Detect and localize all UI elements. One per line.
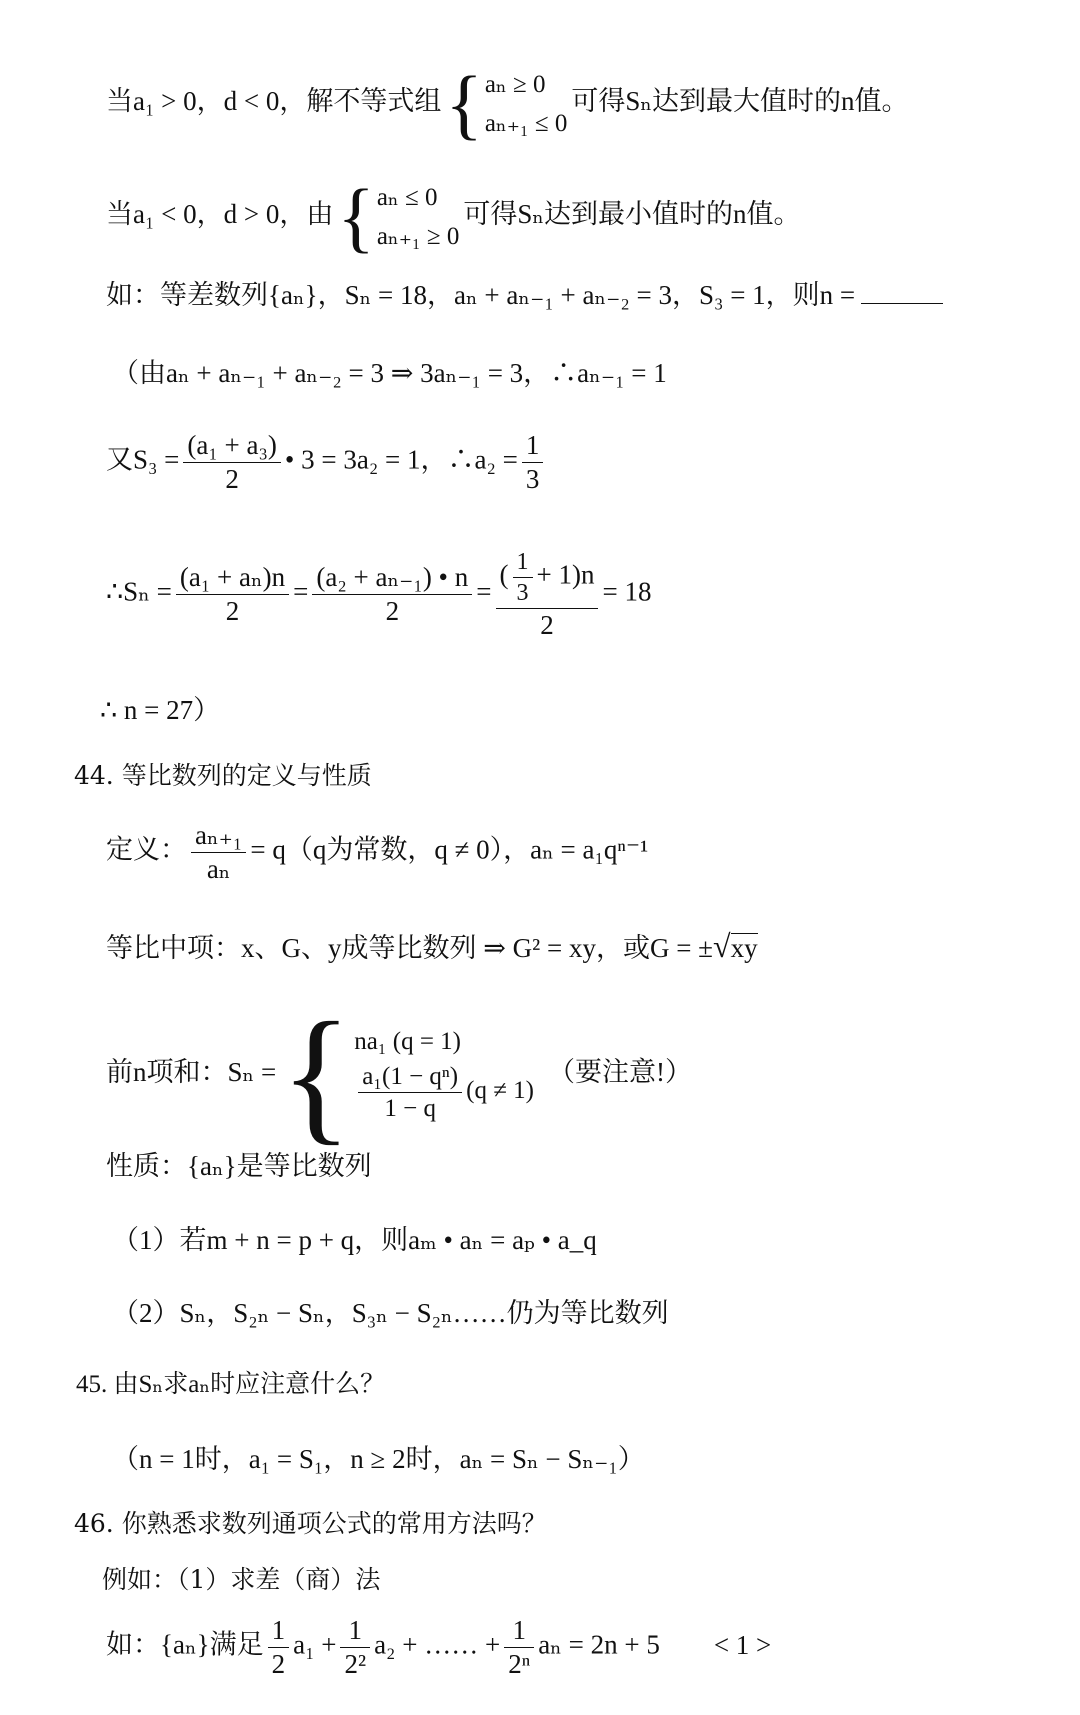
def-num: aₙ₊₁ <box>191 822 246 853</box>
def-label: 定义： <box>106 834 187 865</box>
ex-frac-2 <box>340 1617 370 1678</box>
def-den: aₙ <box>206 854 231 884</box>
example-title: 例如：（1）求差（商）法 <box>102 1565 381 1594</box>
property-1: （1）若m + n = p + q，则aₘ • aₙ = aₚ • a_q <box>112 1225 597 1255</box>
solution-step-3 <box>106 550 651 639</box>
sn-f1-num: (a₁ + aₙ)n <box>176 564 289 595</box>
def-fraction <box>191 822 246 883</box>
inequality-system-1: { aₙ ≥ 0 aₙ₊₁ ≤ 0 <box>445 60 568 147</box>
sys2-row2: aₙ₊₁ ≥ 0 <box>376 223 460 250</box>
def-text: = q（q为常数，q ≠ 0），aₙ = a₁qⁿ⁻¹ <box>250 834 649 865</box>
sum-cases: { na₁ (q = 1) $\frac{\text{a₁(1 − qⁿ)}}{1 - q}$ (q ≠ 1) <box>280 992 534 1158</box>
sum-case-2-frac <box>358 1064 462 1121</box>
geometric-definition <box>106 822 648 883</box>
ex-f1-den: 2 <box>271 1649 286 1679</box>
sn-f2-num: (a₂ + aₙ₋₁) • n <box>312 564 472 595</box>
line-min-condition <box>106 173 801 260</box>
ex-f2-num: 1 <box>340 1617 370 1648</box>
sum-case-1: na₁ (q = 1) <box>354 1028 461 1055</box>
cond-text-2: 当a₁ < 0，d > 0，由 <box>106 199 334 230</box>
sn-f3-inner-num: 1 <box>513 550 533 578</box>
sn-f2-den: 2 <box>385 596 400 626</box>
heading-45: 45. 由Sₙ求aₙ时应注意什么？ <box>76 1371 386 1398</box>
a2-fraction-num: 1 <box>522 432 544 463</box>
ex-f3-num: 1 <box>504 1617 534 1648</box>
equation-tag: < 1 > <box>713 1629 772 1660</box>
sn-f3-den: 2 <box>540 610 554 640</box>
example-problem-text: 如：等差数列{aₙ}，Sₙ = 18，aₙ + aₙ₋₁ + aₙ₋₂ = 3，S₃ = 1，则n = <box>106 280 856 310</box>
cond-result-2: 可得Sₙ达到最小值时的n值。 <box>463 199 801 230</box>
sn-f3-num <box>496 550 599 609</box>
ex-f3-den: 2ⁿ <box>508 1649 531 1679</box>
ex-term-3: aₙ = 2n + 5 <box>538 1629 660 1660</box>
s3-label: 又S₃ = <box>106 444 180 475</box>
sn-fraction-1 <box>176 564 289 625</box>
s3-fraction-den: 2 <box>225 464 239 494</box>
s3-fraction-num: (a₁ + a₃) <box>183 432 281 463</box>
heading-46: 46. 你熟悉求数列通项公式的常用方法吗？ <box>74 1509 547 1538</box>
sn-f1-den: 2 <box>225 596 240 626</box>
geometric-sum <box>106 992 692 1158</box>
heading-44: 44. 等比数列的定义与性质 <box>74 761 372 790</box>
sum-case-2-cond: (q ≠ 1) <box>466 1077 534 1105</box>
inequality-system-2: { aₙ ≤ 0 aₙ₊₁ ≥ 0 <box>337 173 460 260</box>
cond-text-1: 当 <box>106 86 133 117</box>
sn-f3-inner-den: 3 <box>516 580 529 606</box>
sn-label: ∴Sₙ = <box>106 576 172 607</box>
solution-step-1: （由aₙ + aₙ₋₁ + aₙ₋₂ = 3 ⇒ 3aₙ₋₁ = 3，∴aₙ₋₁ = 1 <box>112 358 667 388</box>
answer-45: （n = 1时，a₁ = S₁，n ≥ 2时，aₙ = Sₙ − Sₙ₋₁） <box>112 1444 645 1474</box>
answer-blank <box>861 303 943 304</box>
solution-conclusion: ∴ n = 27） <box>100 695 221 725</box>
sn-result: = 18 <box>602 576 652 607</box>
sum-case-2-den: 1 − q <box>384 1095 436 1122</box>
ex-frac-3 <box>504 1617 534 1678</box>
sys2-row1: aₙ ≤ 0 <box>376 184 438 211</box>
ex-label: 如：{aₙ}满足 <box>106 1629 264 1660</box>
a2-fraction-den: 3 <box>525 464 540 494</box>
mean-root: xy <box>730 933 758 963</box>
geometric-mean <box>106 930 758 962</box>
sn-fraction-2 <box>312 564 472 625</box>
example-problem <box>106 282 943 309</box>
sum-case-2 <box>354 1064 534 1121</box>
ex-f2-den: 2² <box>344 1649 367 1679</box>
ex-f1-num: 1 <box>268 1617 290 1648</box>
example-formula <box>106 1617 771 1678</box>
a2-fraction <box>522 432 544 493</box>
sys1-row2: aₙ₊₁ ≤ 0 <box>484 110 568 137</box>
s3-mid: • 3 = 3a₂ = 1，∴a₂ = <box>284 444 518 475</box>
sn-f3-inner-frac <box>513 550 533 605</box>
sqrt-icon: √ <box>713 928 731 964</box>
sum-note: （要注意!） <box>548 1057 692 1088</box>
sn-f3-paren: ( <box>499 559 509 590</box>
mean-text: 等比中项：x、G、y成等比数列 ⇒ G² = xy，或G = ± <box>106 933 713 963</box>
property-2: （2）Sₙ，S₂ₙ − Sₙ，S₃ₙ − S₂ₙ……仍为等比数列 <box>112 1298 669 1328</box>
ex-frac-1 <box>268 1617 290 1678</box>
cond-text-1b: a₁ > 0，d < 0，解不等式组 <box>133 86 442 117</box>
eq-1: = <box>293 576 309 607</box>
ex-term-2: a₂ + …… + <box>374 1629 501 1660</box>
sys1-row1: aₙ ≥ 0 <box>484 71 546 98</box>
cond-result-1: 可得Sₙ达到最大值时的n值。 <box>571 86 909 117</box>
sum-label: 前n项和：Sₙ = <box>106 1057 277 1088</box>
sn-fraction-3 <box>496 550 599 639</box>
sum-case-2-num: a₁(1 − qⁿ) <box>358 1064 462 1093</box>
s3-fraction <box>183 432 281 493</box>
solution-step-2 <box>106 432 547 493</box>
eq-2: = <box>476 576 492 607</box>
ex-term-1: a₁ + <box>293 1629 337 1660</box>
line-max-condition <box>106 60 909 147</box>
property-title: 性质：{aₙ}是等比数列 <box>106 1151 372 1181</box>
sn-f3-tail: + 1)n <box>536 559 595 590</box>
